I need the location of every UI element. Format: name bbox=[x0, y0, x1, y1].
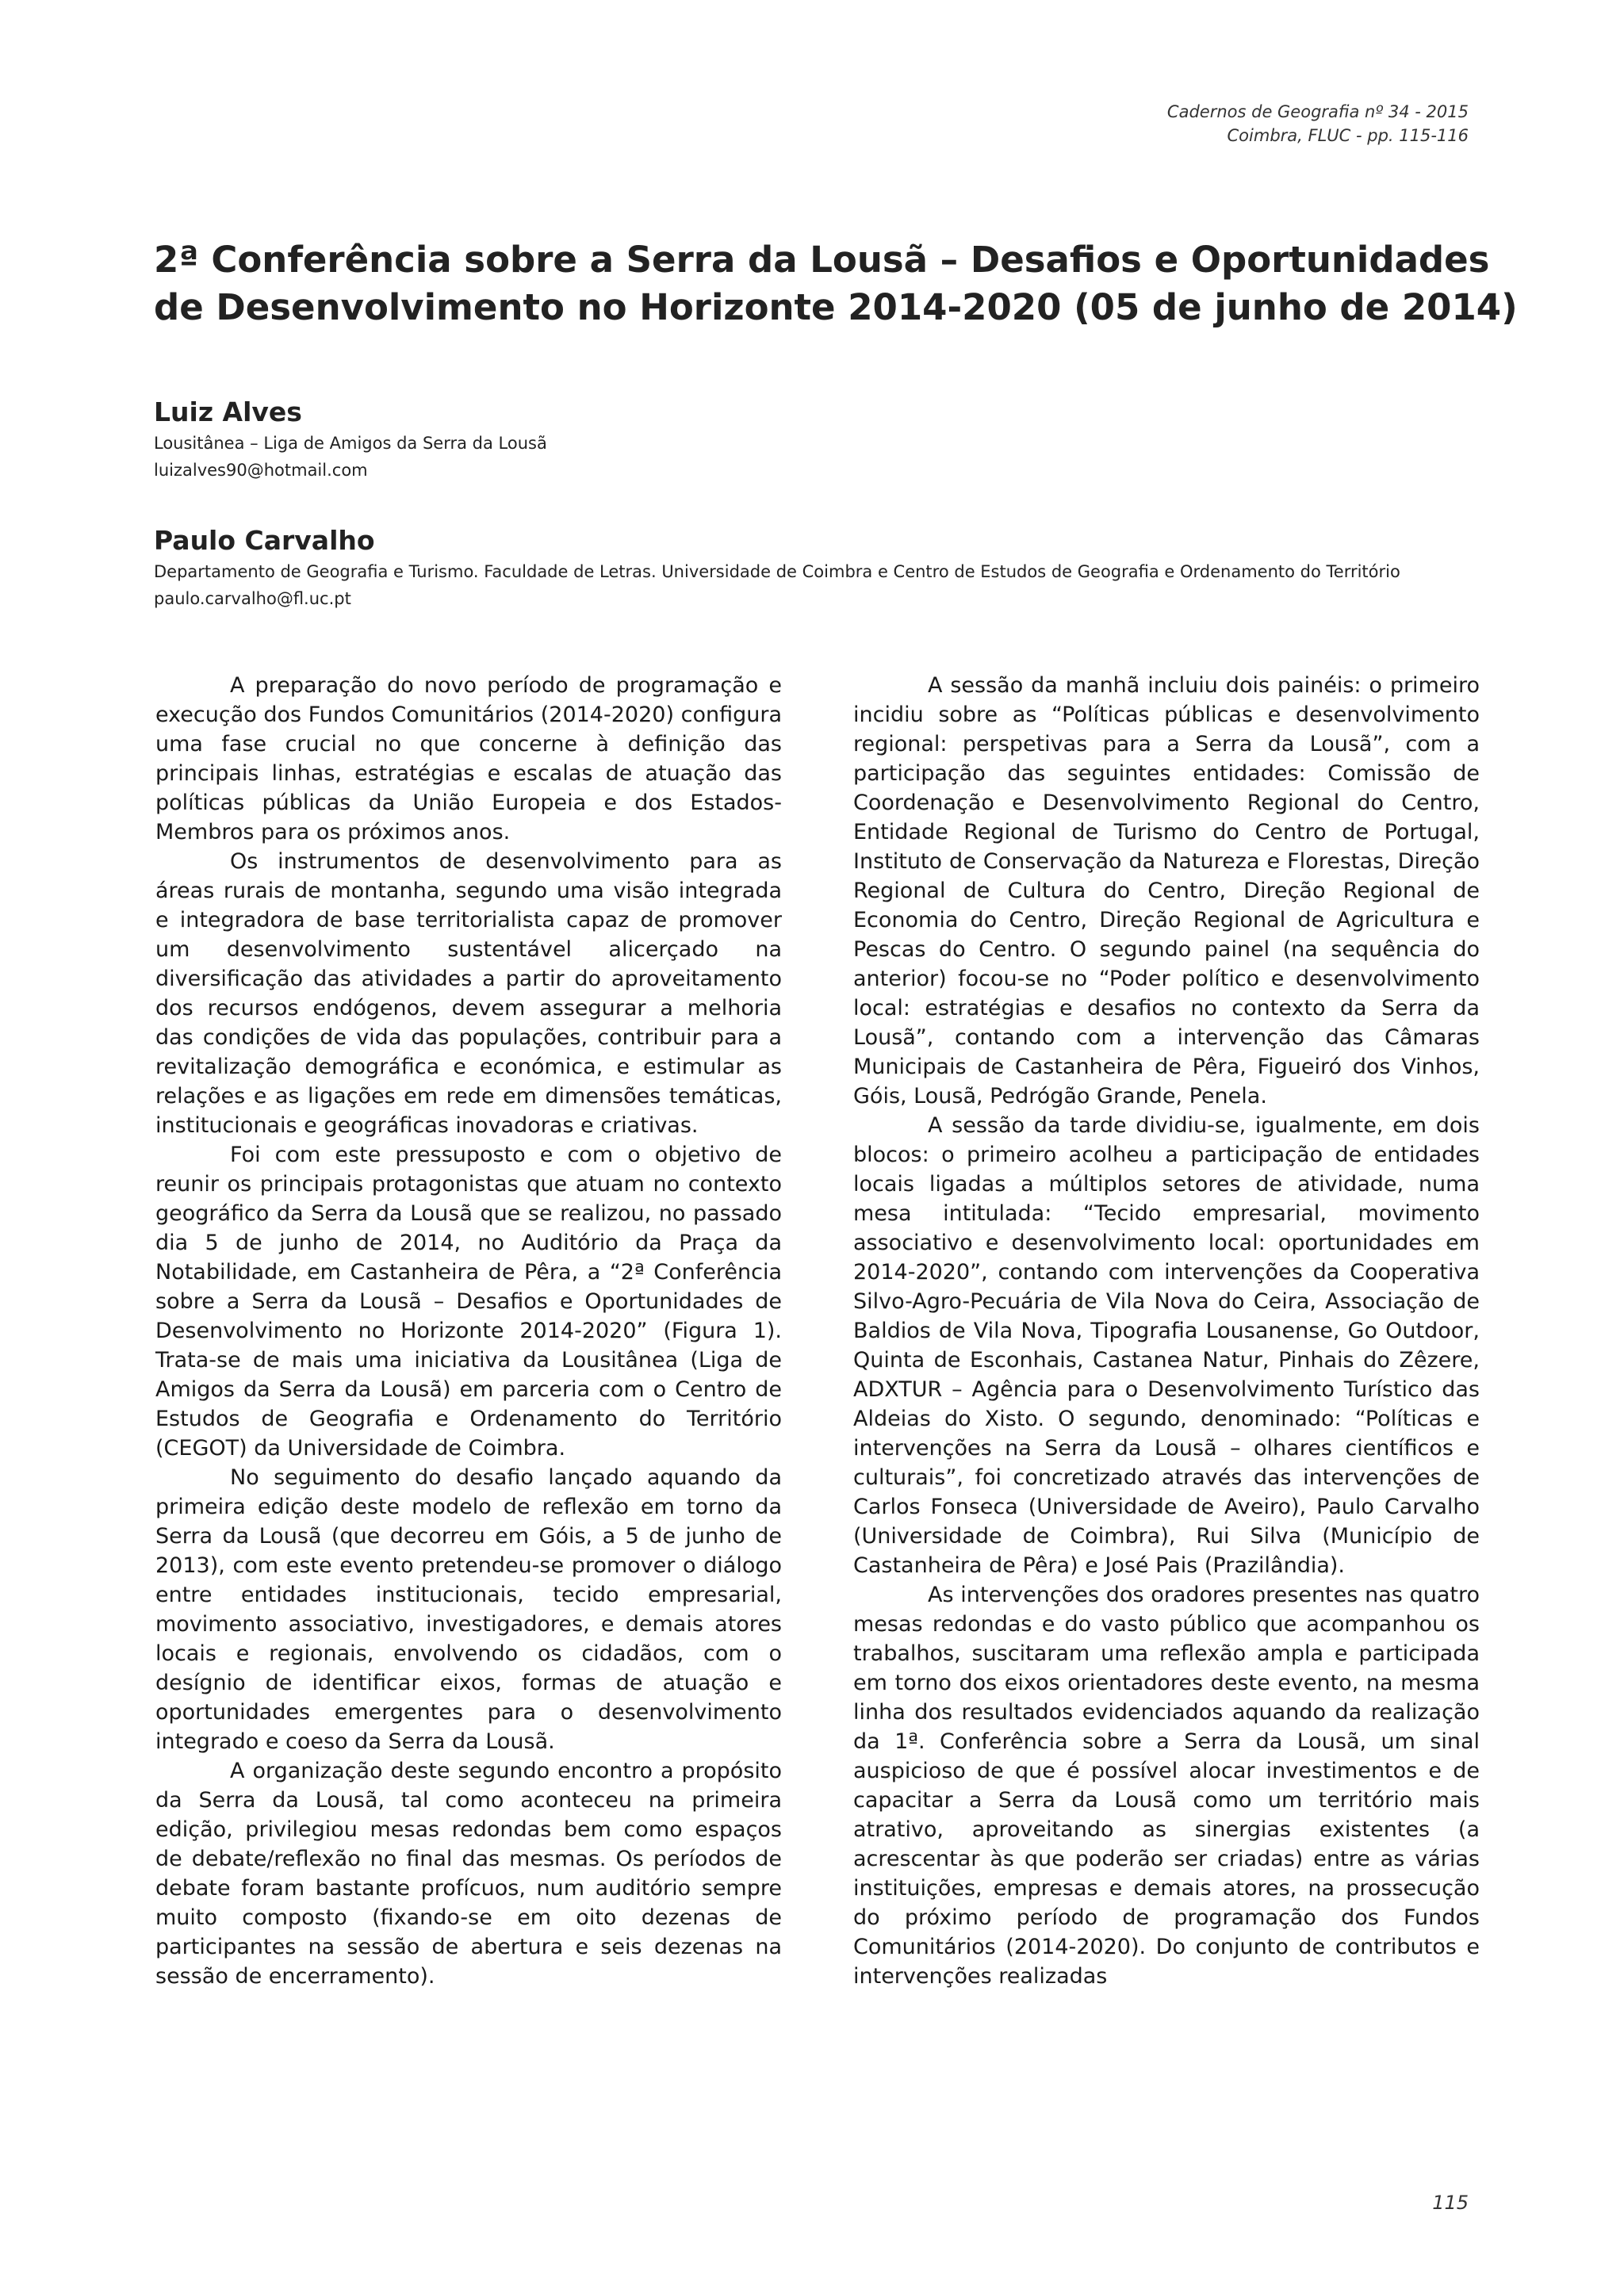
author-block-2 bbox=[154, 523, 1400, 612]
title-line-2: de Desenvolvimento no Horizonte 2014-2020 (05 de junho de 2014) bbox=[154, 286, 1518, 328]
page-number: 115 bbox=[1432, 2192, 1469, 2214]
journal-line-1: Cadernos de Geografia nº 34 - 2015 bbox=[1166, 102, 1469, 121]
author-email[interactable]: luizalves90@hotmail.com bbox=[154, 461, 368, 480]
journal-line-2: Coimbra, FLUC - pp. 115-116 bbox=[1227, 126, 1469, 145]
journal-header bbox=[914, 100, 1469, 147]
body-column-left bbox=[155, 671, 782, 1991]
paragraph: A preparação do novo período de programação e execução dos Fundos Comunitários (2014-2020) configura uma fase crucial no que concerne à definição das principais linhas, estratégias e escalas de atuação das políticas públicas da União Europeia e dos Estados-Membros para os próximos anos. bbox=[155, 673, 782, 844]
author-affiliation: Departamento de Geografia e Turismo. Faculdade de Letras. Universidade de Coimbra e Centro de Estudos de Geografia e Ordenamento do Território bbox=[154, 562, 1400, 581]
article-title bbox=[154, 236, 1518, 331]
author-email[interactable]: paulo.carvalho@fl.uc.pt bbox=[154, 589, 351, 608]
paragraph: As intervenções dos oradores presentes nas quatro mesas redondas e do vasto público que acompanhou os trabalhos, suscitaram uma reflexão ampla e participada em torno dos eixos orientadores deste evento, na mesma linha dos resultados evidenciados aquando da realização da 1ª. Conferência sobre a Serra da Lousã, um sinal auspicioso de que é possível alocar investimentos e de capacitar a Serra da Lousã como um território mais atrativo, aproveitando as sinergias existentes (a acrescentar às que poderão ser criadas) entre as várias instituições, empresas e demais atores, na prossecução do próximo período de programação dos Fundos Comunitários (2014-2020). Do conjunto de contributos e intervenções realizadas bbox=[853, 1583, 1480, 1989]
paragraph: A organização deste segundo encontro a propósito da Serra da Lousã, tal como aconteceu na primeira edição, privilegiou mesas redondas bem como espaços de debate/reflexão no final das mesmas. Os períodos de debate foram bastante profícuos, num auditório sempre muito composto (fixando-se em oito dezenas de participantes na sessão de abertura e seis dezenas na sessão de encerramento). bbox=[155, 1759, 782, 1989]
paragraph: Foi com este pressuposto e com o objetivo de reunir os principais protagonistas que atuam no contexto geográfico da Serra da Lousã que se realizou, no passado dia 5 de junho de 2014, no Auditório da Praça da Notabilidade, em Castanheira de Pêra, a “2ª Conferência sobre a Serra da Lousã – Desafios e Oportunidades de Desenvolvimento no Horizonte 2014-2020” (Figura 1). Trata-se de mais uma iniciativa da Lousitânea (Liga de Amigos da Serra da Lousã) em parceria com o Centro de Estudos de Geografia e Ordenamento do Território (CEGOT) da Universidade de Coimbra. bbox=[155, 1143, 782, 1461]
paragraph: No seguimento do desafio lançado aquando da primeira edição deste modelo de reflexão em torno da Serra da Lousã (que decorreu em Góis, a 5 de junho de 2013), com este evento pretendeu-se promover o diálogo entre entidades institucionais, tecido empresarial, movimento associativo, investigadores, e demais atores locais e regionais, envolvendo os cidadãos, com o desígnio de identificar eixos, formas de atuação e oportunidades emergentes para o desenvolvimento integrado e coeso da Serra da Lousã. bbox=[155, 1465, 782, 1754]
title-line-1: 2ª Conferência sobre a Serra da Lousã – Desafios e Oportunidades bbox=[154, 239, 1490, 281]
author-block-1 bbox=[154, 395, 547, 484]
author-name: Paulo Carvalho bbox=[154, 525, 375, 556]
paragraph: Os instrumentos de desenvolvimento para as áreas rurais de montanha, segundo uma visão integrada e integradora de base territorialista capaz de promover um desenvolvimento sustentável alicerçado na diversificação das atividades a partir do aproveitamento dos recursos endógenos, devem assegurar a melhoria das condições de vida das populações, contribuir para a revitalização demográfica e económica, e estimular as relações e as ligações em rede em dimensões temáticas, institucionais e geográficas inovadoras e criativas. bbox=[155, 849, 782, 1138]
author-name: Luiz Alves bbox=[154, 396, 302, 427]
body-column-right bbox=[853, 671, 1480, 1991]
paragraph: A sessão da tarde dividiu-se, igualmente, em dois blocos: o primeiro acolheu a participação de entidades locais ligadas a múltiplos setores de atividade, numa mesa intitulada: “Tecido empresarial, movimento associativo e desenvolvimento local: oportunidades em 2014-2020”, contando com intervenções da Cooperativa Silvo-Agro-Pecuária de Vila Nova do Ceira, Associação de Baldios de Vila Nova, Tipografia Lousanense, Go Outdoor, Quinta de Esconhais, Castanea Natur, Pinhais do Zêzere, ADXTUR – Agência para o Desenvolvimento Turístico das Aldeias do Xisto. O segundo, denominado: “Políticas e intervenções na Serra da Lousã – olhares científicos e culturais”, foi concretizado através das intervenções de Carlos Fonseca (Universidade de Aveiro), Paulo Carvalho (Universidade de Coimbra), Rui Silva (Município de Castanheira de Pêra) e José Pais (Prazilândia). bbox=[853, 1113, 1480, 1578]
author-affiliation: Lousitânea – Liga de Amigos da Serra da Lousã bbox=[154, 434, 547, 453]
paragraph: A sessão da manhã incluiu dois painéis: o primeiro incidiu sobre as “Políticas públicas e desenvolvimento regional: perspetivas para a Serra da Lousã”, com a participação das seguintes entidades: Comissão de Coordenação e Desenvolvimento Regional do Centro, Entidade Regional de Turismo do Centro de Portugal, Instituto de Conservação da Natureza e Florestas, Direção Regional de Cultura do Centro, Direção Regional de Economia do Centro, Direção Regional de Agricultura e Pescas do Centro. O segundo painel (na sequência do anterior) focou-se no “Poder político e desenvolvimento local: estratégias e desafios no contexto da Serra da Lousã”, contando com a intervenção das Câmaras Municipais de Castanheira de Pêra, Figueiró dos Vinhos, Góis, Lousã, Pedrógão Grande, Penela. bbox=[853, 673, 1480, 1108]
